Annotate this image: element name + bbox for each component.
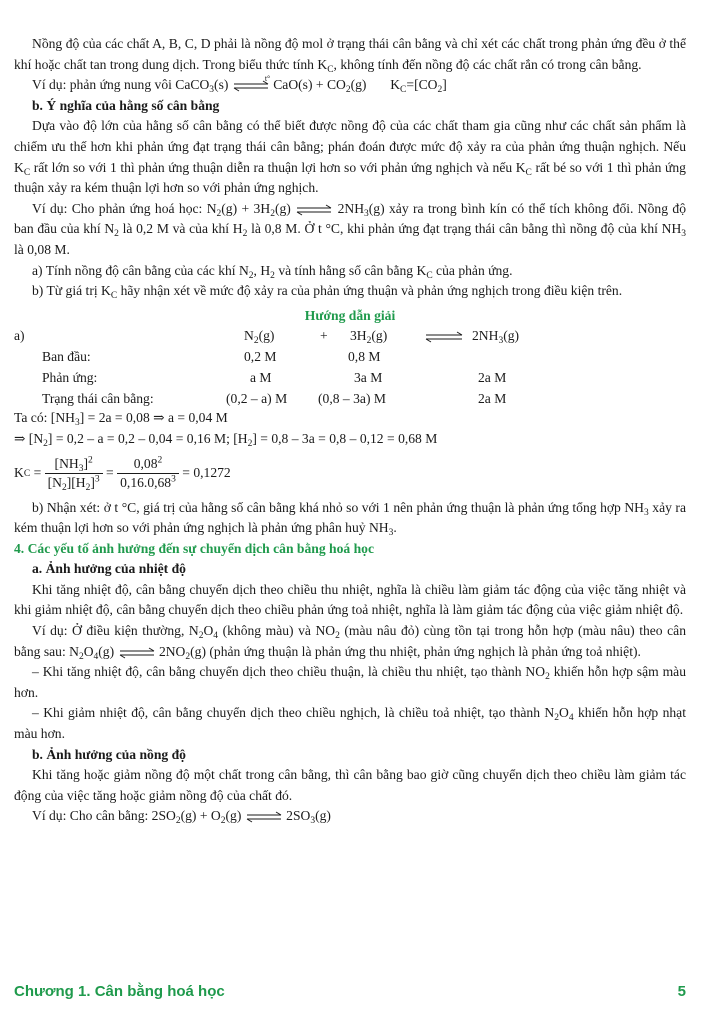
section-4b-title: b. Ảnh hưởng của nồng độ	[32, 746, 186, 762]
kc-fraction-numeric: $\frac{0,08^2}{0,16.0,68^3}$	[117, 455, 179, 492]
dash-decrease-temp: – Khi giảm nhiệt độ, cân bằng chuyển dịch theo chiều nghịch, là chiều toả nhiệt, tạo thành $N_2O_4$ khiến hỗn hợp nhạt màu hơn.	[14, 705, 686, 742]
row-eq-h2: (0,8 – 3a) M	[318, 391, 386, 407]
equilibrium-arrow-icon: t°	[232, 80, 270, 92]
example-n2o4: Ví dụ: Ở điều kiện thường, $N_2O_4$ (không màu) và $NO_2$ (màu nâu đỏ) cùng tồn tại trong hỗn hợp (màu nâu) theo cân bằng sau: $N_2O_4(g)$ $2NO_2(g)$ (phản ứng thuận là phản ứng thu nhiệt, phản ứng nghịch là phản ứng toả nhiệt).	[14, 623, 686, 662]
chapter-title: Chương 1. Cân bằng hoá học	[14, 983, 225, 1000]
row-eq-label: Trạng thái cân bằng:	[42, 391, 154, 407]
answer-a-label: a)	[14, 328, 25, 344]
row-eq-nh3: 2a M	[478, 391, 507, 407]
calc-line-1: Ta có: $[NH_3] = 2a = 0,08$ ⇒ a = 0,04 M	[14, 410, 228, 429]
row-initial-n2: 0,2 M	[244, 349, 277, 365]
row-react-label: Phản ứng:	[42, 370, 98, 386]
dash-increase-temp: – Khi tăng nhiệt độ, cân bằng chuyển dịch theo chiều thuận, là chiều thu nhiệt, tạo thành $NO_2$ khiến hỗn hợp sậm màu hơn.	[14, 664, 687, 700]
equilibrium-arrow-icon	[424, 329, 464, 350]
comment-b: b) Nhận xét: ở t °C, giá trị của hằng số cân bằng khá nhỏ so với 1 nên phản ứng thuận là phản ứng tổng hợp $NH_3$ xảy ra kém thuận lợi hơn so với phản ứng nghịch là phản ứng phân huỷ $NH_3$.	[14, 499, 686, 539]
reaction-table	[14, 326, 686, 408]
example-nh3: Ví dụ: Cho phản ứng hoá học: $N_2(g) + 3H_2(g)$ $2NH_3(g)$ xảy ra trong bình kín có thể tích không đổi. Nồng độ ban đầu của khí $N_2$ là 0,2 M và của khí $H_2$ là 0,8 M. Ở t °C, khi phản ứng đạt trạng thái cân bằng thì nồng độ của khí $NH_3$ là 0,08 M.	[14, 200, 687, 257]
page-footer	[14, 983, 686, 1007]
header-nh3: $2NH_3(g)$	[472, 328, 520, 347]
row-react-n2: a M	[250, 370, 272, 386]
equilibrium-arrow-icon	[118, 647, 156, 659]
header-plus: +	[320, 328, 328, 344]
row-eq-n2: (0,2 – a) M	[226, 391, 288, 407]
row-react-h2: 3a M	[354, 370, 383, 386]
row-react-nh3: 2a M	[478, 370, 507, 386]
example-so2: Ví dụ: Cho cân bằng: $2SO_2(g) + O_2(g)$ $2SO_3(g)$	[32, 808, 331, 827]
section-4-title: 4. Các yếu tố ảnh hưởng đến sự chuyển dịch cân bằng hoá học	[14, 540, 374, 556]
intro-paragraph: Nồng độ của các chất A, B, C, D phải là nồng độ mol ở trạng thái cân bằng và chỉ xét các chất trong phản ứng đều ở thể khí hoặc chất tan trong dung dịch. Trong biểu thức tính $K_C$, không tính đến nồng độ các chất rắn có trong cân bằng.	[14, 36, 686, 75]
question-a: a) Tính nồng độ cân bằng của các khí $N_2$, $H_2$ và tính hằng số cân bằng $K_C$ của phản ứng.	[32, 262, 513, 281]
row-initial-h2: 0,8 M	[348, 349, 381, 365]
equilibrium-arrow-icon	[245, 811, 283, 823]
header-n2: $N_2(g)$	[244, 328, 275, 347]
header-h2: $3H_2(g)$	[350, 328, 388, 347]
section-b-paragraph: Dựa vào độ lớn của hằng số cân bằng có thể biết được nồng độ của các chất tham gia cũng như các chất sản phẩm là chiếm ưu thế hơn khi phản ứng đạt trạng thái cân bằng; phán đoán được mức độ xảy ra của phản ứng thuận nghịch. Nếu $K_C$ rất lớn so với 1 thì phản ứng thuận diễn ra thuận lợi hơn so với phản ứng nghịch và nếu $K_C$ rất bé so với 1 thì phản ứng thuận xảy ra kém thuận lợi hơn so với phản ứng nghịch.	[14, 118, 686, 196]
section-4a-title: a. Ảnh hưởng của nhiệt độ	[32, 561, 186, 577]
page-content	[14, 34, 686, 827]
equilibrium-arrow-icon	[295, 204, 333, 216]
kc-formula: K C = $\frac{[NH_3]^2}{[N_2][H_2]^3}$ = $\frac{0,08^2}{0,16.0,68^3}$ = 0,1272	[14, 455, 231, 493]
section-4a-paragraph: Khi tăng nhiệt độ, cân bằng chuyển dịch theo chiều thu nhiệt, nghĩa là chiều làm giảm tác động của việc tăng nhiệt và khi giảm nhiệt độ, cân bằng chuyển dịch theo chiều phản ứng toả nhiệt, nghĩa là làm giảm tác động của việc giảm nhiệt độ.	[14, 581, 686, 618]
section-4b-paragraph: Khi tăng hoặc giảm nồng độ một chất trong cân bằng, thì cân bằng bao giờ cũng chuyển dịch theo chiều làm giảm tác động của việc tăng hoặc giảm nồng độ của chất đó.	[14, 767, 686, 803]
row-initial-label: Ban đầu:	[42, 349, 91, 365]
guide-title: Hướng dẫn giải	[304, 307, 396, 323]
section-b-title: b. Ý nghĩa của hằng số cân bằng	[32, 97, 220, 113]
question-b: b) Từ giá trị $K_C$ hãy nhận xét về mức độ xảy ra của phản ứng thuận và phản ứng nghịch trong điều kiện trên.	[32, 283, 623, 302]
calc-line-2: ⇒ $[N_2] = 0,2 - a = 0,2 - 0,04 = 0,16$ M; $[H_2] = 0,8 - 3a = 0,8 - 0,12 = 0,68$ M	[14, 430, 438, 449]
page-number: 5	[677, 983, 686, 1000]
example-caco3: Ví dụ: phản ứng nung vôi CaCO$_3$(s) t° $CaO(s) + CO_2(g)$ $K_C=[CO_2]$	[32, 74, 447, 96]
kc-fraction-symbolic: $\frac{[NH_3]^2}{[N_2][H_2]^3}$	[45, 455, 103, 492]
